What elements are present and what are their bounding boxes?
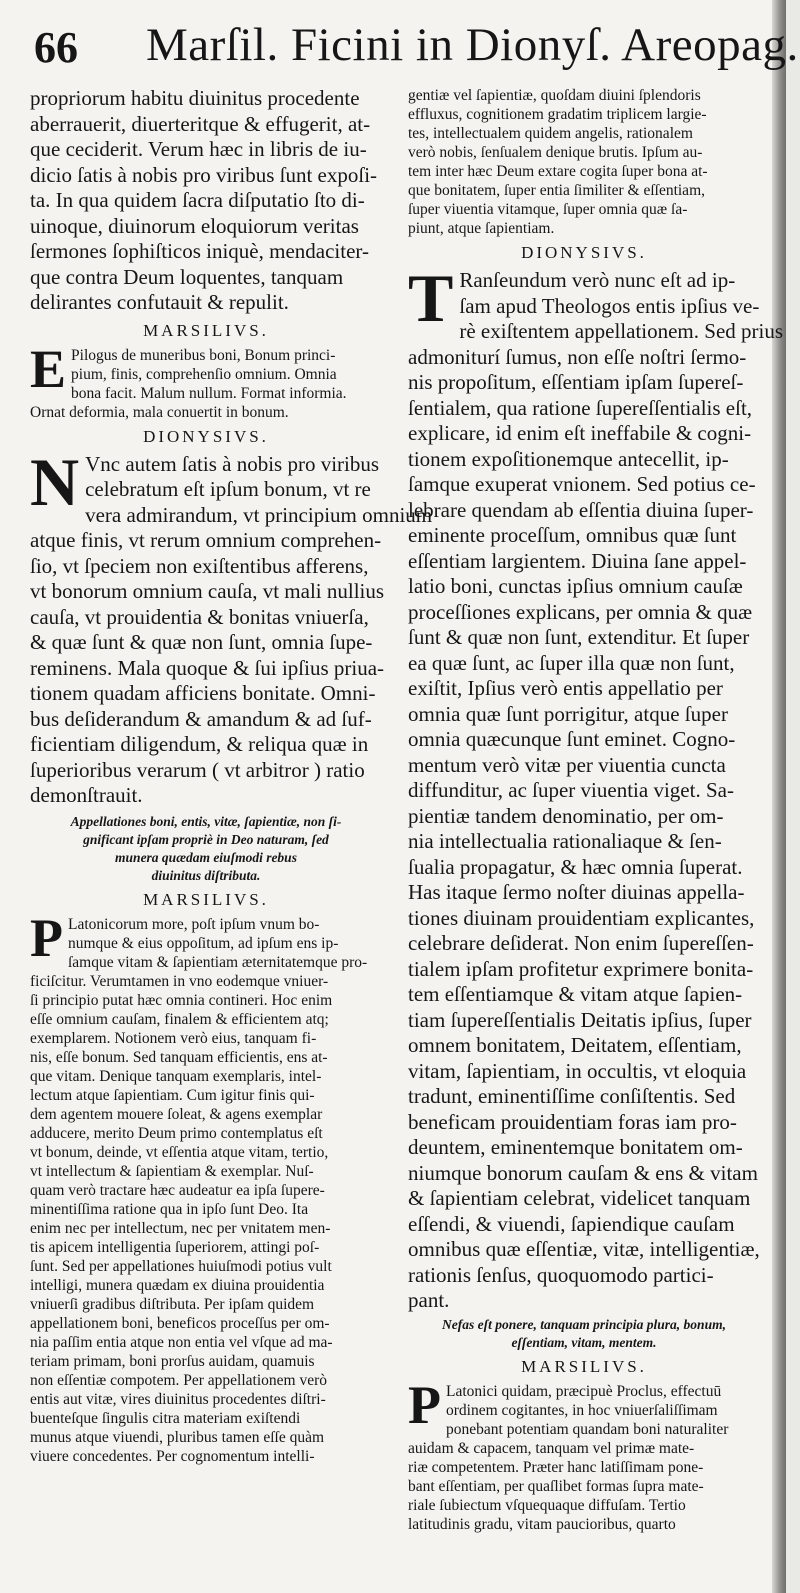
text-line: buenteſque ſingulis citra materiam exiſtendi xyxy=(30,1409,301,1427)
text-line: ſunt & quæ non ſunt, extenditur. Et ſuper xyxy=(408,625,750,649)
text-line: rè exiſtentem appellationem. Sed prius xyxy=(459,319,784,343)
text-line: omnia quæ ſunt porrigitur, atque ſuper xyxy=(408,701,728,726)
text-line: minentiſſima ratione qua in ipſo ſunt Deo. Ita xyxy=(30,1200,309,1218)
text-line: verò nobis, ſenſualem denique brutis. Ipſum au- xyxy=(408,144,703,161)
text-line: ſunt. Sed per appellationes huiuſmodi potius vult xyxy=(30,1257,332,1275)
text-line: tionem expoſitionemque antecellit, ip- xyxy=(408,446,729,471)
text-line: lectum atque ſapientiam. Cum igitur finis qui- xyxy=(30,1086,315,1104)
text-line: ſuperioribus verarum ( vt arbitror ) ratio xyxy=(30,757,365,782)
text-line: appellationem boni, beneficos proceſſus per om- xyxy=(30,1314,330,1332)
text-line: nia paſſim entia atque non entia vel vſque ad ma- xyxy=(30,1333,333,1351)
text-line: ſi principio putat hæc omnia contineri. Hoc enim xyxy=(30,991,333,1009)
text-line: rationis ſenſus, quoquomodo partici- xyxy=(408,1262,714,1287)
text-line: Ornat deformia, mala conuertit in bonum. xyxy=(30,403,289,421)
text-line: ponebant potentiam quandam boni naturaliter xyxy=(446,1420,729,1438)
text-line: vniuerſi gradibus diſtributa. Per ipſam quidem xyxy=(30,1295,315,1313)
section-heading: MARSILIVS. xyxy=(143,320,269,340)
text-line: explicare, id enim eſt ineffabile & cogni- xyxy=(408,421,752,445)
text-line: piunt, atque ſapientiam. xyxy=(408,220,555,237)
text-line: ſermones ſophiſticos iniquè, mendaciter- xyxy=(30,239,369,263)
text-line: uinoque, diuinorum eloquiorum veritas xyxy=(30,213,359,238)
text-line: niumque bonorum cauſam & ens & vitam xyxy=(408,1160,758,1185)
text-line: que vitam. Denique tanquam exemplaris, intel- xyxy=(30,1067,322,1085)
text-line: mentum verò vitæ per viuentia cuncta xyxy=(408,752,726,777)
commentary-block xyxy=(30,907,382,1466)
text-line: reminens. Mala quoque & ſui ipſius priua- xyxy=(30,655,385,680)
right-column xyxy=(408,86,784,1534)
section-heading: MARSILIVS. xyxy=(521,1356,647,1376)
text-line: vt bonum, deinde, vt eſſentia atque vitam, tertio, xyxy=(30,1143,329,1161)
text-line: ficientiam diligendum, & reliqua quæ in xyxy=(30,732,369,756)
text-line: celebratum eſt ipſum bonum, vt re xyxy=(85,477,371,501)
drop-cap: T xyxy=(408,260,454,336)
text-line: pium, finis, comprehenſio omnium. Omnia xyxy=(71,365,337,383)
text-line: ea quæ ſunt, ac ſuper illa quæ non ſunt, xyxy=(408,650,735,675)
text-line: omnibus quæ eſſentiæ, vitæ, intelligentiæ, xyxy=(408,1237,760,1261)
page-number: 66 xyxy=(34,23,78,72)
section-heading: DIONYSIVS. xyxy=(521,243,647,262)
text-line: diffunditur, ac ſuper viuentia viget. Sa- xyxy=(408,778,734,802)
text-line: & ſapientiam celebrat, videlicet tanquam xyxy=(408,1186,751,1210)
text-line: que contra Deum loquentes, tanquam xyxy=(30,264,344,289)
note-line: munera quædam eiuſmodi rebus xyxy=(115,849,297,865)
marginal-note xyxy=(408,1316,760,1352)
text-line: eſſendi, & viuendi, ſapiendique cauſam xyxy=(408,1211,735,1236)
text-line: riale ſubiectum vſquequaque diffuſam. Tertio xyxy=(408,1496,686,1514)
page-edge xyxy=(772,0,786,1593)
right-intro xyxy=(408,86,760,238)
text-line: deuntem, eminentemque bonitatem om- xyxy=(408,1135,743,1159)
text-line: vt bonorum omnium cauſa, vt mali nullius xyxy=(30,579,385,603)
text-line: ficiſcitur. Verumtamen in vno eodemque vniuer- xyxy=(30,972,329,990)
text-line: ſamque vitam & ſapientiam æternitatemque pro- xyxy=(68,953,368,971)
section-heading: MARSILIVS. xyxy=(143,889,269,909)
text-line: entis aut vitæ, vires diuinitus procedentes diſtri- xyxy=(30,1390,326,1408)
text-line: beneficam prouidentiam foras iam pro- xyxy=(408,1109,737,1134)
text-line: numque & eius oppoſitum, ad ipſum ens ip- xyxy=(68,934,339,952)
text-line: propriorum habitu diuinitus procedente xyxy=(30,86,360,110)
note-line: eſſentiam, vitam, mentem. xyxy=(511,1334,657,1350)
text-line: ordinem cogitantes, in hoc vniuerſaliſſimam xyxy=(446,1401,718,1419)
text-line: ſentialem, qua ratione ſupereſſentialis eſt, xyxy=(408,395,753,420)
text-line: tialem ipſam profitetur exprimere bonita- xyxy=(408,956,754,981)
text-line: enim nec per intellectum, nec per vnitatem men- xyxy=(30,1219,331,1237)
dionysius-block xyxy=(408,260,784,1314)
text-line: effluxus, cognitionem gradatim triplicem largie- xyxy=(408,106,707,123)
drop-cap: E xyxy=(30,338,67,399)
text-line: pant. xyxy=(408,1288,450,1312)
text-line: tradunt, eminentiſſime conſiſtentis. Sed xyxy=(408,1084,736,1108)
text-line: tiones diuinam prouidentiam explicantes, xyxy=(408,905,755,930)
text-line: & quæ ſunt & quæ non ſunt, omnia ſupe- xyxy=(30,630,373,654)
text-line: celebrare deſiderat. Non enim ſupereſſen- xyxy=(408,931,754,955)
text-line: ſio, vt ſpeciem non exiſtentibus afferens, xyxy=(30,553,369,578)
text-line: quam verò tractare hæc audeatur ea ipſa ſupere- xyxy=(30,1181,325,1199)
text-line: tes, intellectualem quidem angelis, rationalem xyxy=(408,125,693,142)
left-intro xyxy=(30,86,382,316)
text-line: ſuper viuentia vitamque, ſuper omnia quæ ſa- xyxy=(408,201,688,218)
text-line: ſamque exuperat vnionem. Sed potius ce- xyxy=(408,472,756,496)
text-line: Vnc autem ſatis à nobis pro viribus xyxy=(85,451,380,476)
text-line: bant eſſentiam, per quaſlibet formas ſupra mate- xyxy=(408,1477,704,1495)
summary-block xyxy=(30,338,382,422)
text-line: lebrare quendam ab eſſentia diuina ſuper- xyxy=(408,497,754,522)
text-line: eſſentiam largientem. Diuina ſane appel- xyxy=(408,548,747,573)
text-line: Ranſeundum verò nunc eſt ad ip- xyxy=(459,268,736,292)
section-heading: DIONYSIVS. xyxy=(143,426,269,446)
text-line: cauſa, vt prouidentia & bonitas vniuerſa, xyxy=(30,604,369,629)
text-line: nis propoſitum, eſſentiam ipſam ſupereſ- xyxy=(408,370,744,394)
text-line: munus atque viuendi, pluribus tamen eſſe quàm xyxy=(30,1428,325,1446)
text-line: auidam & capacem, tanquam vel primæ mate- xyxy=(408,1439,695,1457)
text-line: omnem bonitatem, Deitatem, eſſentiam, xyxy=(408,1033,742,1057)
text-line: tionem quadam afficiens bonitate. Omni- xyxy=(30,681,376,705)
running-title: Marſil. Ficini in Dionyſ. Areopag. xyxy=(146,19,799,71)
text-line: Latonicorum more, poſt ipſum vnum bo- xyxy=(68,915,320,933)
text-line: delirantes confutauit & repulit. xyxy=(30,290,289,314)
note-line: diuinitus diſtributa. xyxy=(151,867,261,883)
drop-cap: P xyxy=(30,907,63,968)
text-line: viuere concedentes. Per cognomentum intelli- xyxy=(30,1447,315,1465)
text-line: tem inter hæc Deum extare cogita ſuper bona at- xyxy=(408,163,708,180)
text-line: vt intellectum & ſapientiam & exemplar. Nuſ- xyxy=(30,1162,314,1180)
text-line: demonſtrauit. xyxy=(30,783,143,807)
text-line: vitam, ſapientiam, in occultis, vt eloquia xyxy=(408,1058,747,1083)
text-line: que ceciderit. Verum hæc in libris de iu- xyxy=(30,137,367,161)
text-line: proceſſiones explicans, per omnia & quæ xyxy=(408,599,753,624)
dionysius-block xyxy=(30,443,433,809)
text-line: bus deſiderandum & amandum & ad ſuf- xyxy=(30,706,372,731)
text-line: Has itaque ſermo noſter diuinas appella- xyxy=(408,880,745,904)
text-line: intelligi, munera quædam ex diuina prouidentia xyxy=(30,1276,325,1294)
marginal-note xyxy=(30,813,382,885)
note-line: Nefas eſt ponere, tanquam principia plura, bonum, xyxy=(442,1316,726,1332)
drop-cap: P xyxy=(408,1374,441,1435)
text-line: ſam apud Theologos entis ipſius ve- xyxy=(459,293,760,318)
text-line: eminente proceſſum, omnibus quæ ſunt xyxy=(408,523,737,547)
text-line: atque finis, vt rerum omnium comprehen- xyxy=(30,528,382,552)
text-line: tem eſſentiamque & vitam atque ſapien- xyxy=(408,982,743,1006)
text-line: Latonici quidam, præcipuè Proclus, effectuū xyxy=(446,1382,722,1400)
text-line: exemplarem. Notionem verò eius, tanquam fi- xyxy=(30,1029,317,1047)
text-line: ta. In qua quidem ſacra diſputatio ſto di- xyxy=(30,188,365,212)
text-line: eſſe omnium cauſam, finalem & efficientem atq; xyxy=(30,1010,329,1028)
text-line: dem agentem mouere ſoleat, & agens exemplar xyxy=(30,1105,323,1123)
text-line: bona facit. Malum nullum. Format informia. xyxy=(71,384,347,402)
text-line: pientiæ tandem denominatio, per om- xyxy=(408,803,724,828)
text-line: gentiæ vel ſapientiæ, quoſdam diuini ſplendoris xyxy=(408,87,701,104)
text-line: nis, eſſe bonum. Sed tanquam efficientis, ens at- xyxy=(30,1048,328,1066)
text-line: que bonitatem, ſuper entia ſimiliter & eſſentiam, xyxy=(408,182,705,199)
text-line: dicio ſatis à nobis pro viribus ſunt expoſi- xyxy=(30,162,378,187)
text-line: exiſtit, Ipſius verò entis appellatio per xyxy=(408,676,723,700)
note-line: gnificant ipſam propriè in Deo naturam, ſed xyxy=(83,831,329,847)
text-line: teriam primam, boni prorſus auidam, quamuis xyxy=(30,1352,315,1370)
text-line: admoniturí ſumus, non eſſe noſtri ſermo- xyxy=(408,344,747,369)
text-line: Pilogus de muneribus boni, Bonum princi- xyxy=(71,346,336,364)
text-line: adducere, merito Deum primo contemplatus eſt xyxy=(30,1124,323,1142)
text-line: tis apicem intelligentia ſuperiorem, attingi poſ- xyxy=(30,1238,320,1256)
text-line: nia intellectualia rationaliaque & ſen- xyxy=(408,829,722,853)
text-line: aberrauerit, diuerteritque & effugerit, at- xyxy=(30,111,371,136)
text-line: tiam ſupereſſentialis Deitatis ipſius, ſuper xyxy=(408,1007,752,1032)
drop-cap: N xyxy=(30,443,80,520)
text-line: latio boni, cunctas ipſius omnium cauſæ xyxy=(408,574,743,598)
page-header xyxy=(28,14,799,80)
text-line: riæ competentem. Præter hanc latiſſimam pone- xyxy=(408,1458,704,1476)
text-line: non eſſentiæ compotem. Per appellationem verò xyxy=(30,1371,328,1389)
note-line: Appellationes boni, entis, vitæ, ſapientiæ, non ſi- xyxy=(70,813,342,829)
text-line: ſualia propagatur, & hæc omnia ſuperat. xyxy=(408,854,743,879)
text-line: latitudinis gradu, vitam paucioribus, quarto xyxy=(408,1515,676,1533)
text-line: vera admirandum, vt principium omnium xyxy=(85,502,433,527)
text-line: omnia quæcunque ſunt eminet. Cogno- xyxy=(408,727,736,751)
commentary-block xyxy=(408,1374,760,1534)
